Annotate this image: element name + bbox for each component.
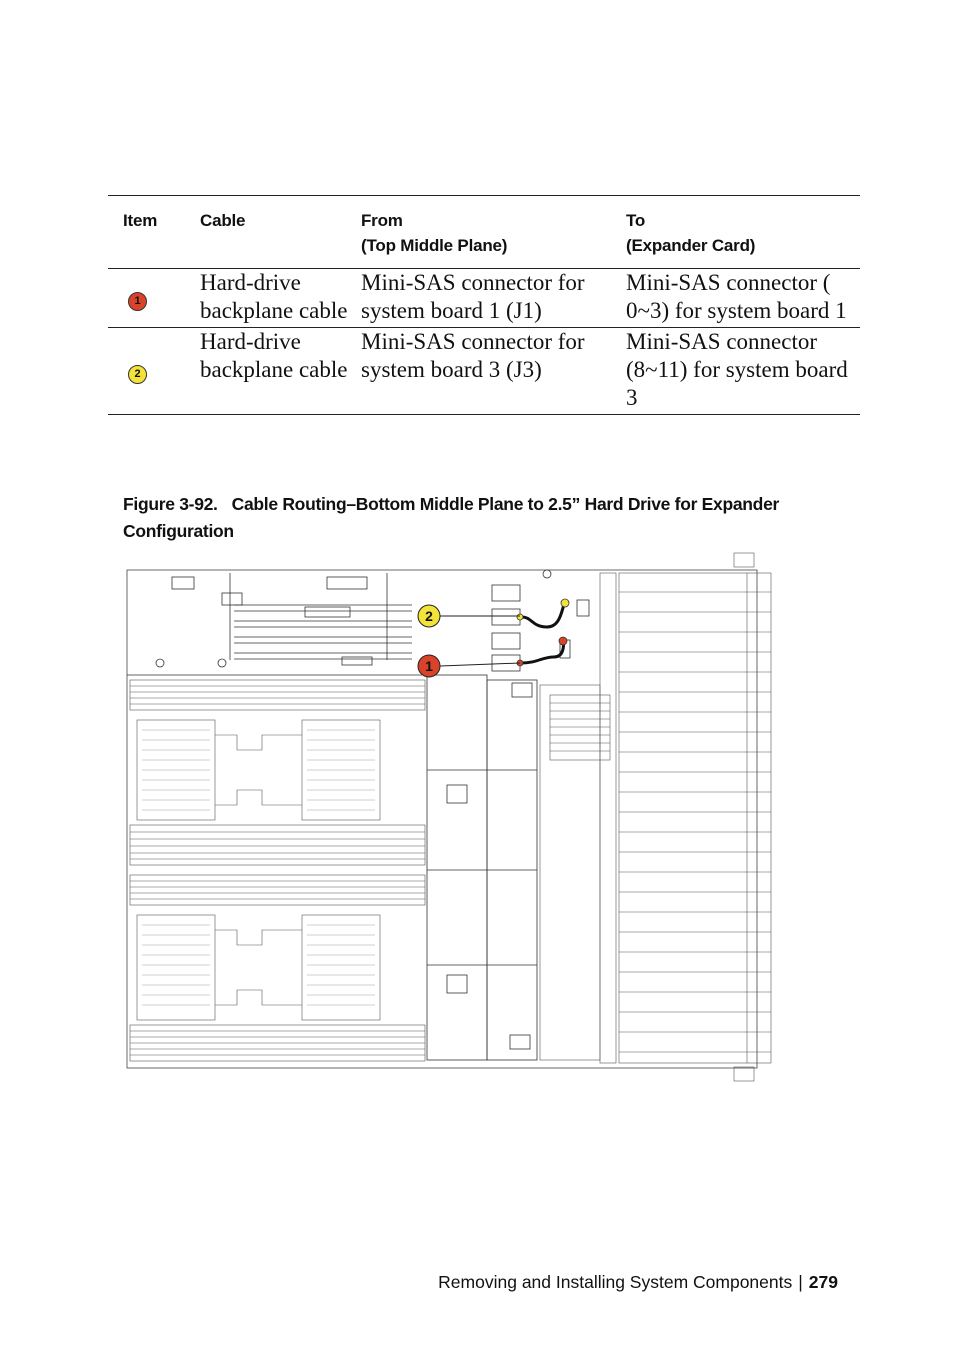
cable-cell: Hard-drive backplane cable [200, 329, 348, 382]
footer-section-title: Removing and Installing System Components [438, 1272, 793, 1292]
to-cell: Mini-SAS connector ( 0~3) for system board 1 [626, 270, 847, 323]
figure-caption [123, 491, 823, 545]
cable-routing-diagram [122, 545, 790, 1090]
table-header-row [108, 196, 860, 269]
cable-table [108, 195, 860, 415]
callout-2 [418, 605, 440, 627]
expander-card [540, 685, 610, 1060]
header-from [361, 196, 626, 269]
heatsinks [137, 720, 380, 1020]
table-row [108, 328, 860, 415]
header-item: Item [123, 211, 158, 230]
item-cell [108, 269, 200, 328]
callout-1 [418, 655, 440, 677]
header-from-line2: (Top Middle Plane) [361, 236, 508, 255]
cable-cell: Hard-drive backplane cable [200, 270, 348, 323]
callout-badge-2: 2 [128, 365, 147, 384]
page-footer [438, 1272, 838, 1293]
drive-bays [600, 553, 771, 1081]
cable-1 [522, 641, 563, 663]
figure-title: Cable Routing–Bottom Middle Plane to 2.5” Hard Drive for Expander Configuration [123, 494, 780, 541]
cable-2-start-marker [517, 614, 523, 620]
item-cell [108, 328, 200, 415]
header-to-line2: (Expander Card) [626, 236, 756, 255]
page-number: 279 [808, 1272, 838, 1292]
header-to [626, 196, 860, 269]
header-from-line1: From [361, 211, 403, 230]
figure-number: Figure 3-92. [123, 494, 218, 514]
cable-1-end-marker [559, 637, 567, 645]
callout-1-label: 1 [425, 658, 433, 674]
cable-2-end-marker [561, 599, 569, 607]
callout-badge-1: 1 [128, 292, 147, 311]
callout-2-label: 2 [425, 608, 433, 624]
dimm-slots [130, 680, 425, 1061]
leader-line-1 [440, 663, 520, 666]
middle-plane [427, 675, 537, 1060]
table-row [108, 269, 860, 328]
header-cable: Cable [200, 211, 246, 230]
header-to-line1: To [626, 211, 646, 230]
chassis-outline [127, 570, 757, 1068]
cable-2 [522, 603, 565, 627]
cables [522, 603, 565, 663]
footer-separator: | [798, 1272, 803, 1292]
from-cell: Mini-SAS connector for system board 1 (J1) [361, 270, 585, 323]
from-cell: Mini-SAS connector for system board 3 (J3) [361, 329, 585, 382]
to-cell: Mini-SAS connector (8~11) for system board 3 [626, 329, 848, 410]
